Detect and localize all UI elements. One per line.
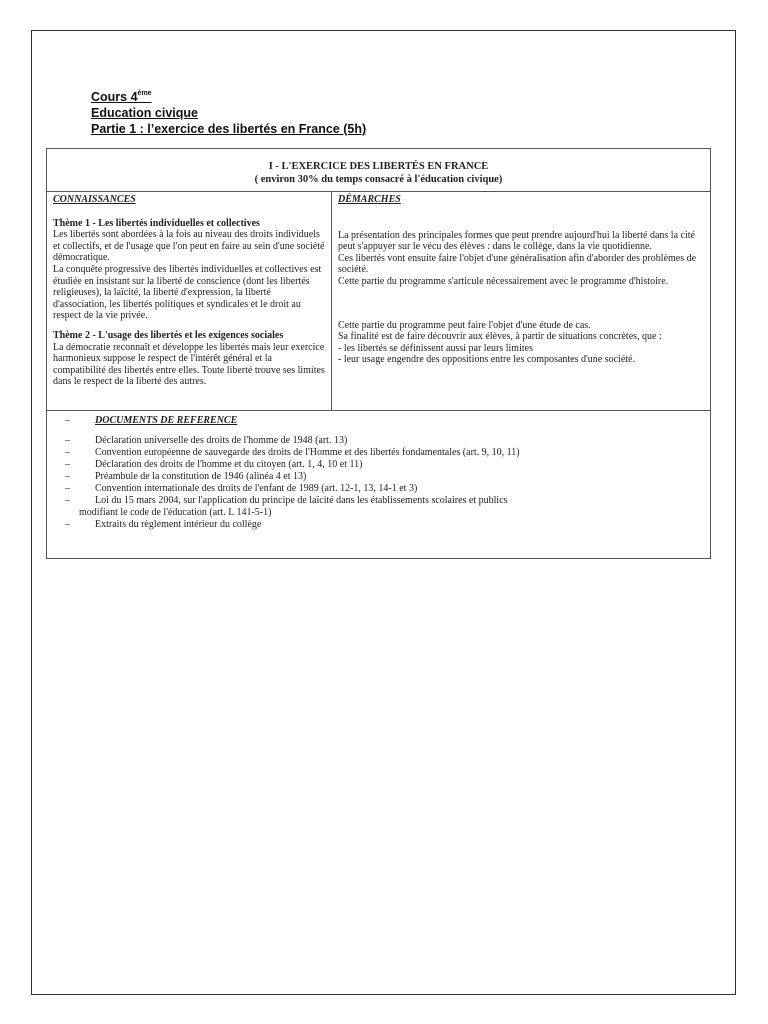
reference-item: – Loi du 15 mars 2004, sur l'application du principe de laïcité dans les établissements scolaires et publics — [65, 495, 508, 506]
demarches-heading: DÉMARCHES — [338, 194, 401, 205]
theme1-title: Thème 1 - Les libertés individuelles et collectives — [53, 217, 260, 229]
connaissances-column — [47, 192, 332, 410]
theme2-text: La démocratie reconnaît et développe les libertés mais leur exercice harmonieux suppose le respect de l'intérêt général et la compatibilité des libertés entre elles. Toute liberté trouve ses limites dans le respect de la liberté des autres. — [53, 341, 325, 388]
dash-marker: – — [65, 519, 70, 530]
subject-title: Education civique — [91, 106, 198, 120]
reference-item: – Préambule de la constitution de 1946 (alinéa 4 et 13) — [65, 471, 307, 482]
reference-item-continuation: modifiant le code de l'éducation (art. L 141-5-1) — [79, 507, 272, 518]
demarches-column — [332, 192, 710, 410]
theme1-text2: La conquête progressive des libertés individuelles et collectives est étudiée en insistant sur la liberté de conscience (dont les libertés religieuses), la laïcité, la liberté d'expression, la liberté d'association, les libertés politiques et syndicales et le droit au respect de la vie privée. — [53, 263, 322, 322]
reference-item: – Déclaration des droits de l'homme et du citoyen (art. 1, 4, 10 et 11) — [65, 459, 363, 470]
reference-item: – Déclaration universelle des droits de l'homme de 1948 (art. 13) — [65, 435, 348, 446]
reference-item: – Convention européenne de sauvegarde des droits de l'Homme et des libertés fondamentales (art. 9, 10, 11) — [65, 447, 520, 458]
document-header — [91, 86, 366, 137]
theme2-title: Thème 2 - L'usage des libertés et les exigences sociales — [53, 329, 284, 341]
demarches-p7: - leur usage engendre des oppositions entre les composantes d'une société. — [338, 354, 635, 366]
dash-marker: – — [65, 415, 70, 426]
reference-documents — [47, 411, 710, 535]
box-title-sub: ( environ 30% du temps consacré à l'éducation civique) — [254, 174, 503, 185]
demarches-p5: Sa finalité est de faire découvrir aux élèves, à partir de situations concrètes, que : — [338, 331, 662, 343]
reference-item: – Extraits du règlement intérieur du collège — [65, 519, 262, 530]
dash-marker: – — [65, 483, 70, 494]
demarches-p3: Cette partie du programme s'articule nécessairement avec le programme d'histoire. — [338, 275, 669, 287]
demarches-p6: - les libertés se définissent aussi par leurs limites — [338, 342, 533, 354]
course-title: Cours 4ème — [91, 90, 152, 104]
box-title — [47, 149, 710, 192]
dash-marker: – — [65, 495, 70, 506]
demarches-p2: Ces libertés vont ensuite faire l'objet d'une généralisation afin d'aborder des problèmes de société. — [338, 252, 697, 276]
reference-item: – Convention internationale des droits de l'enfant de 1989 (art. 12-1, 13, 14-1 et 3) — [65, 483, 418, 494]
theme1-text: Les libertés sont abordées à la fois au niveau des droits individuels et collectifs, et de l'usage que l'on peut en faire au sein d'une société démocratique. — [53, 229, 325, 264]
part-title: Partie 1 : l’exercice des libertés en France (5h) — [91, 122, 367, 136]
connaissances-heading: CONNAISSANCES — [53, 194, 136, 205]
program-box — [46, 148, 711, 559]
reference-documents-heading-row — [65, 415, 692, 427]
dash-marker: – — [65, 435, 70, 446]
demarches-p4: Cette partie du programme peut faire l'objet d'une étude de cas. — [338, 319, 591, 331]
dash-marker: – — [65, 447, 70, 458]
box-title-main: I - L'EXERCICE DES LIBERTÉS EN FRANCE — [268, 161, 489, 172]
dash-marker: – — [65, 471, 70, 482]
content-columns — [47, 192, 710, 411]
demarches-p1: La présentation des principales formes que peut prendre aujourd'hui la liberté dans la cité peut s'appuyer sur le vécu des élèves : dans le collège, dans la vie quotidienne. — [338, 229, 695, 253]
dash-marker: – — [65, 459, 70, 470]
reference-documents-heading: DOCUMENTS DE REFERENCE — [95, 415, 238, 426]
